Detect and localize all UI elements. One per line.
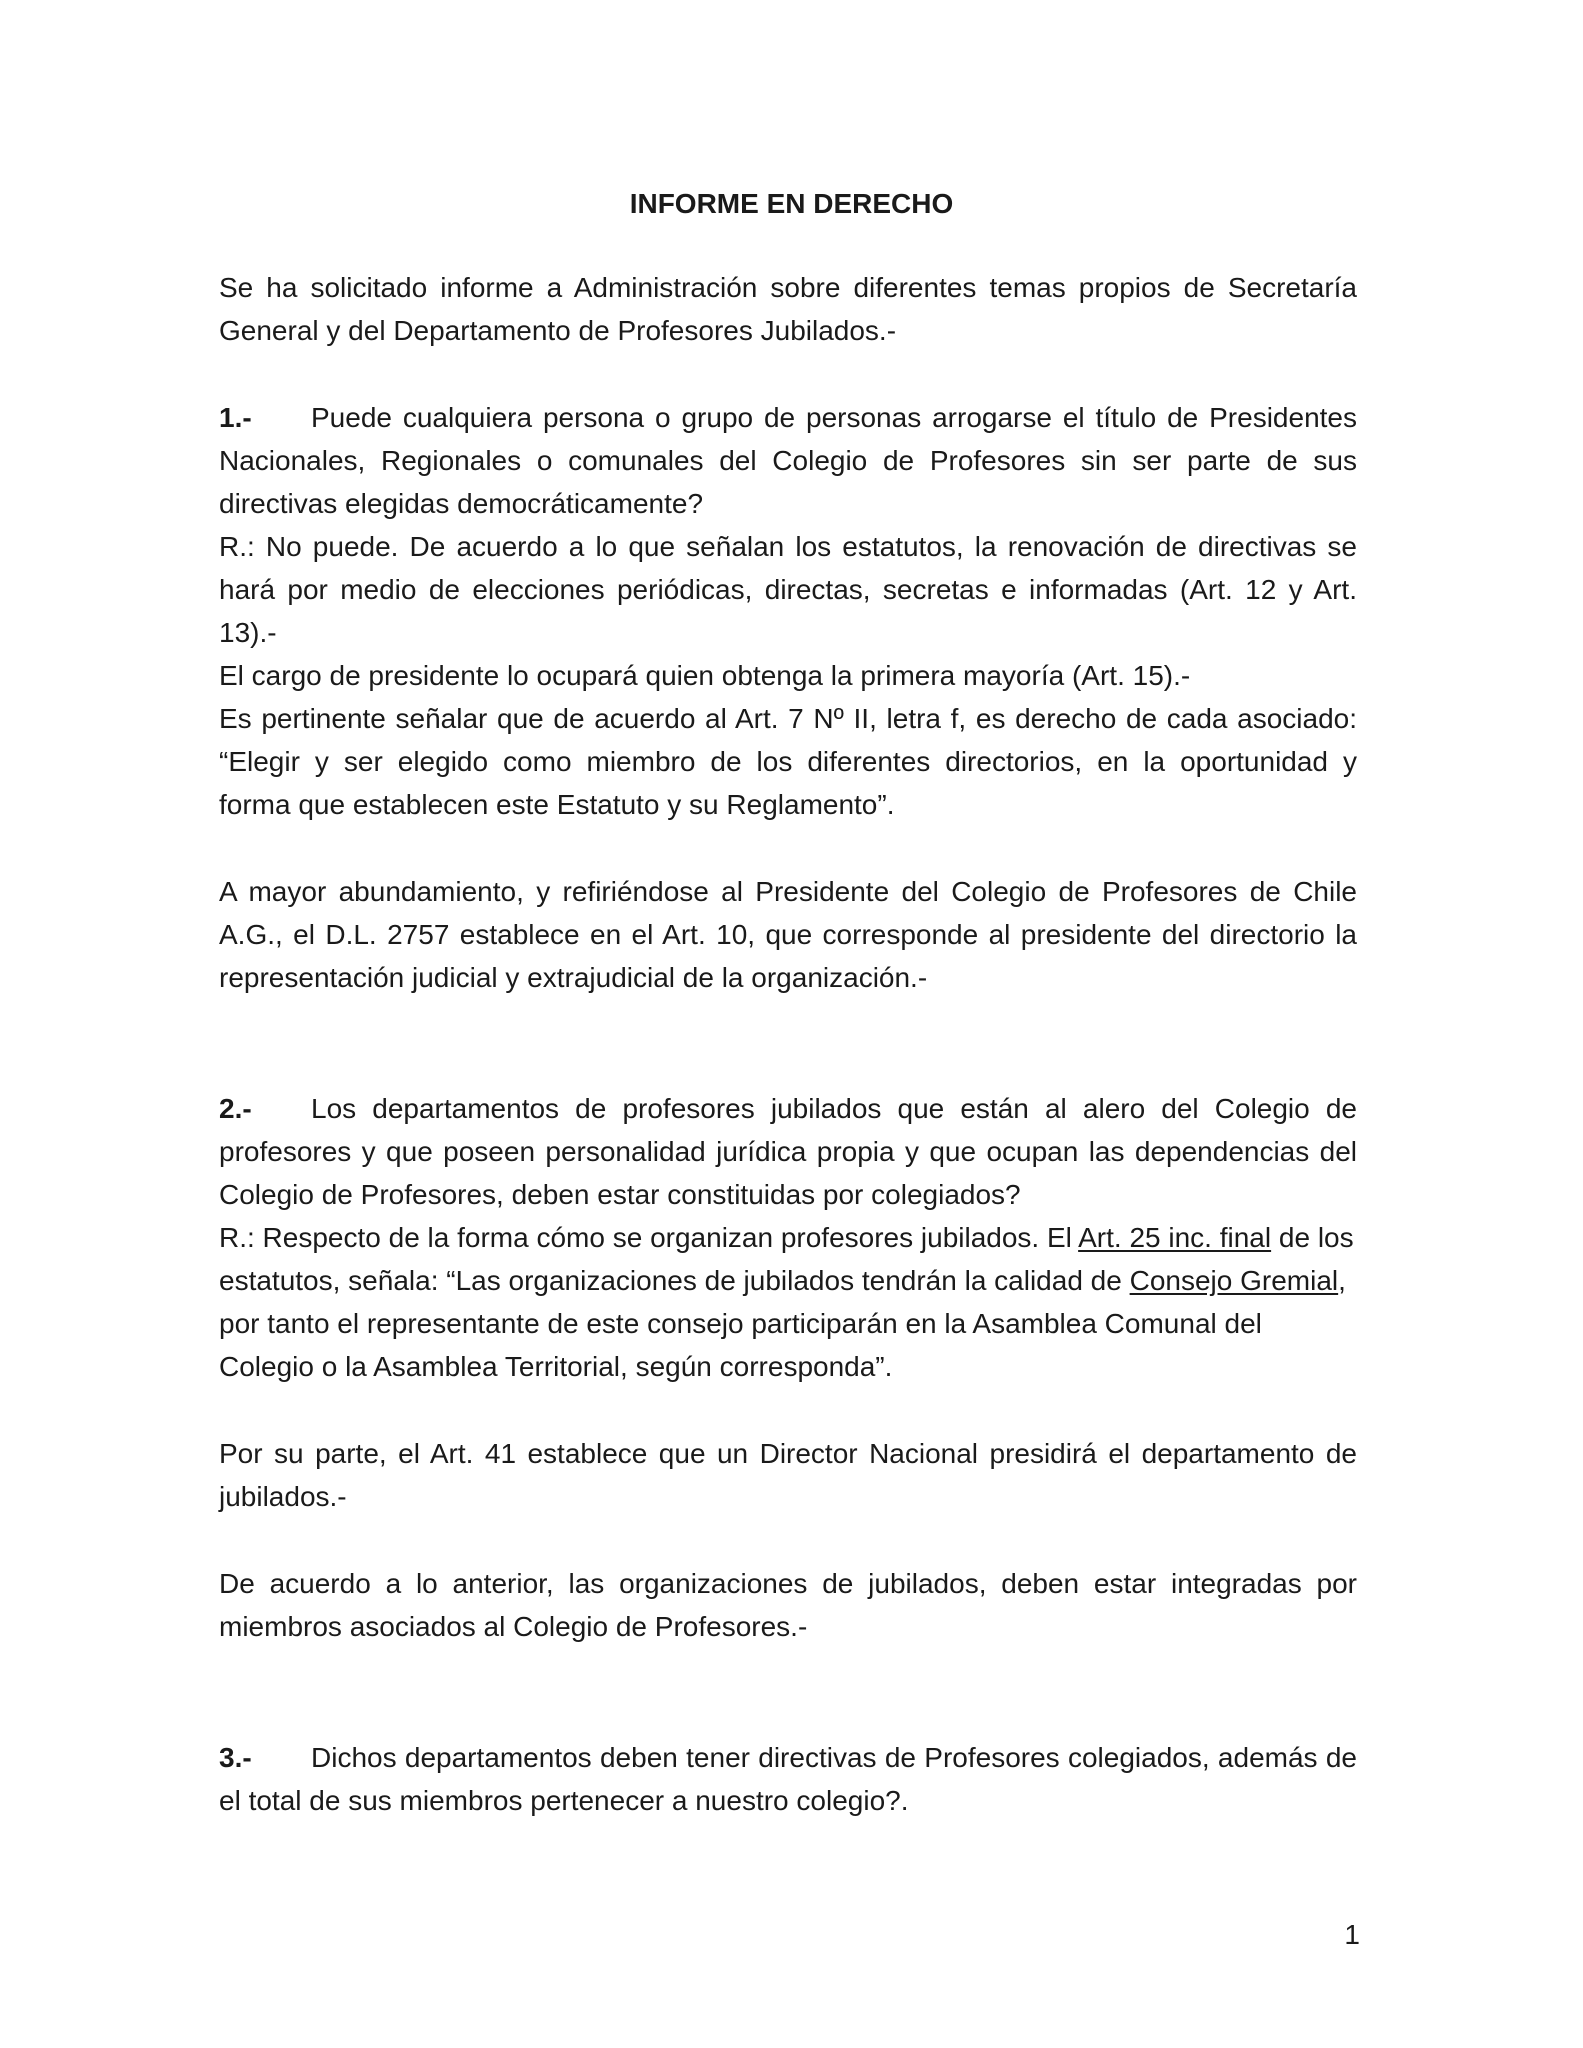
q1-answer-line-2: hará por medio de elecciones periódicas, directas, secretas e informadas (Art. 12 y Art. [219, 574, 1357, 605]
q2-answer-line-2 [219, 1261, 1357, 1301]
q2-answer-text-2: estatutos, señala: “Las organizaciones de jubilados tendrán la calidad de [219, 1265, 1130, 1296]
intro-line-1: Se ha solicitado informe a Administración sobre diferentes temas propios de Secretaría [219, 272, 1357, 303]
q2-number: 2.- [219, 1093, 252, 1124]
q2-paragraph-2-line-1: De acuerdo a lo anterior, las organizaciones de jubilados, deben estar integradas por [219, 1568, 1357, 1599]
q2-question-text-1: Los departamentos de profesores jubilados que están al alero del Colegio de [311, 1093, 1357, 1124]
q2-answer-text: R.: Respecto de la forma cómo se organizan profesores jubilados. El [219, 1222, 1079, 1253]
q1-paragraph-line-2: A.G., el D.L. 2757 establece en el Art. 10, que corresponde al presidente del directorio la [219, 919, 1357, 950]
q3-question-text-1: Dichos departamentos deben tener directivas de Profesores colegiados, además de [311, 1742, 1357, 1773]
q1-paragraph-line-1: A mayor abundamiento, y refiriéndose al Presidente del Colegio de Profesores de Chile [219, 876, 1357, 907]
q1-paragraph-line-3: representación judicial y extrajudicial de la organización.- [219, 962, 928, 993]
q2-line-2: profesores y que poseen personalidad jurídica propia y que ocupan las dependencias del [219, 1136, 1357, 1167]
q2-answer-text-end: de los [1271, 1222, 1354, 1253]
page-number: 1 [1344, 1919, 1360, 1950]
q1-number: 1.- [219, 402, 252, 433]
q2-answer-line-1 [219, 1218, 1357, 1258]
q2-answer-line-4: Colegio o la Asamblea Territorial, según corresponda”. [219, 1351, 893, 1382]
q1-answer-line-4: El cargo de presidente lo ocupará quien obtenga la primera mayoría (Art. 15).- [219, 660, 1191, 691]
q1-line-3: directivas elegidas democráticamente? [219, 488, 704, 519]
q1-answer-line-1: R.: No puede. De acuerdo a lo que señalan los estatutos, la renovación de directivas se [219, 531, 1357, 562]
q1-line-2: Nacionales, Regionales o comunales del Colegio de Profesores sin ser parte de sus [219, 445, 1357, 476]
q1-answer-line-6: “Elegir y ser elegido como miembro de los diferentes directorios, en la oportunidad y [219, 746, 1357, 777]
consejo-gremial-reference: Consejo Gremial [1129, 1265, 1339, 1296]
q2-paragraph-2-line-2: miembros asociados al Colegio de Profesores.- [219, 1611, 808, 1642]
intro-line-2: General y del Departamento de Profesores Jubilados.- [219, 315, 897, 346]
q2-paragraph-1-line-2: jubilados.- [219, 1481, 347, 1512]
q2-line-1 [219, 1089, 1357, 1129]
q1-answer-line-7: forma que establecen este Estatuto y su Reglamento”. [219, 789, 895, 820]
q2-line-3: Colegio de Profesores, deben estar constituidas por colegiados? [219, 1179, 1021, 1210]
q2-answer-line-3: por tanto el representante de este consejo participarán en la Asamblea Comunal del [219, 1308, 1262, 1339]
q1-answer-line-3: 13).- [219, 617, 277, 648]
document-title: INFORME EN DERECHO [629, 188, 954, 219]
q3-line-2: el total de sus miembros pertenecer a nuestro colegio?. [219, 1785, 909, 1816]
q1-answer-line-5: Es pertinente señalar que de acuerdo al Art. 7 Nº II, letra f, es derecho de cada asociado: [219, 703, 1357, 734]
q3-number: 3.- [219, 1742, 252, 1773]
q1-question-text-1: Puede cualquiera persona o grupo de personas arrogarse el título de Presidentes [311, 402, 1357, 433]
q3-line-1 [219, 1738, 1357, 1778]
article-25-reference: Art. 25 inc. final [1078, 1222, 1272, 1253]
q1-line-1 [219, 398, 1357, 438]
q2-answer-text-2-end: , [1338, 1265, 1346, 1296]
q2-paragraph-1-line-1: Por su parte, el Art. 41 establece que un Director Nacional presidirá el departamento de [219, 1438, 1357, 1469]
